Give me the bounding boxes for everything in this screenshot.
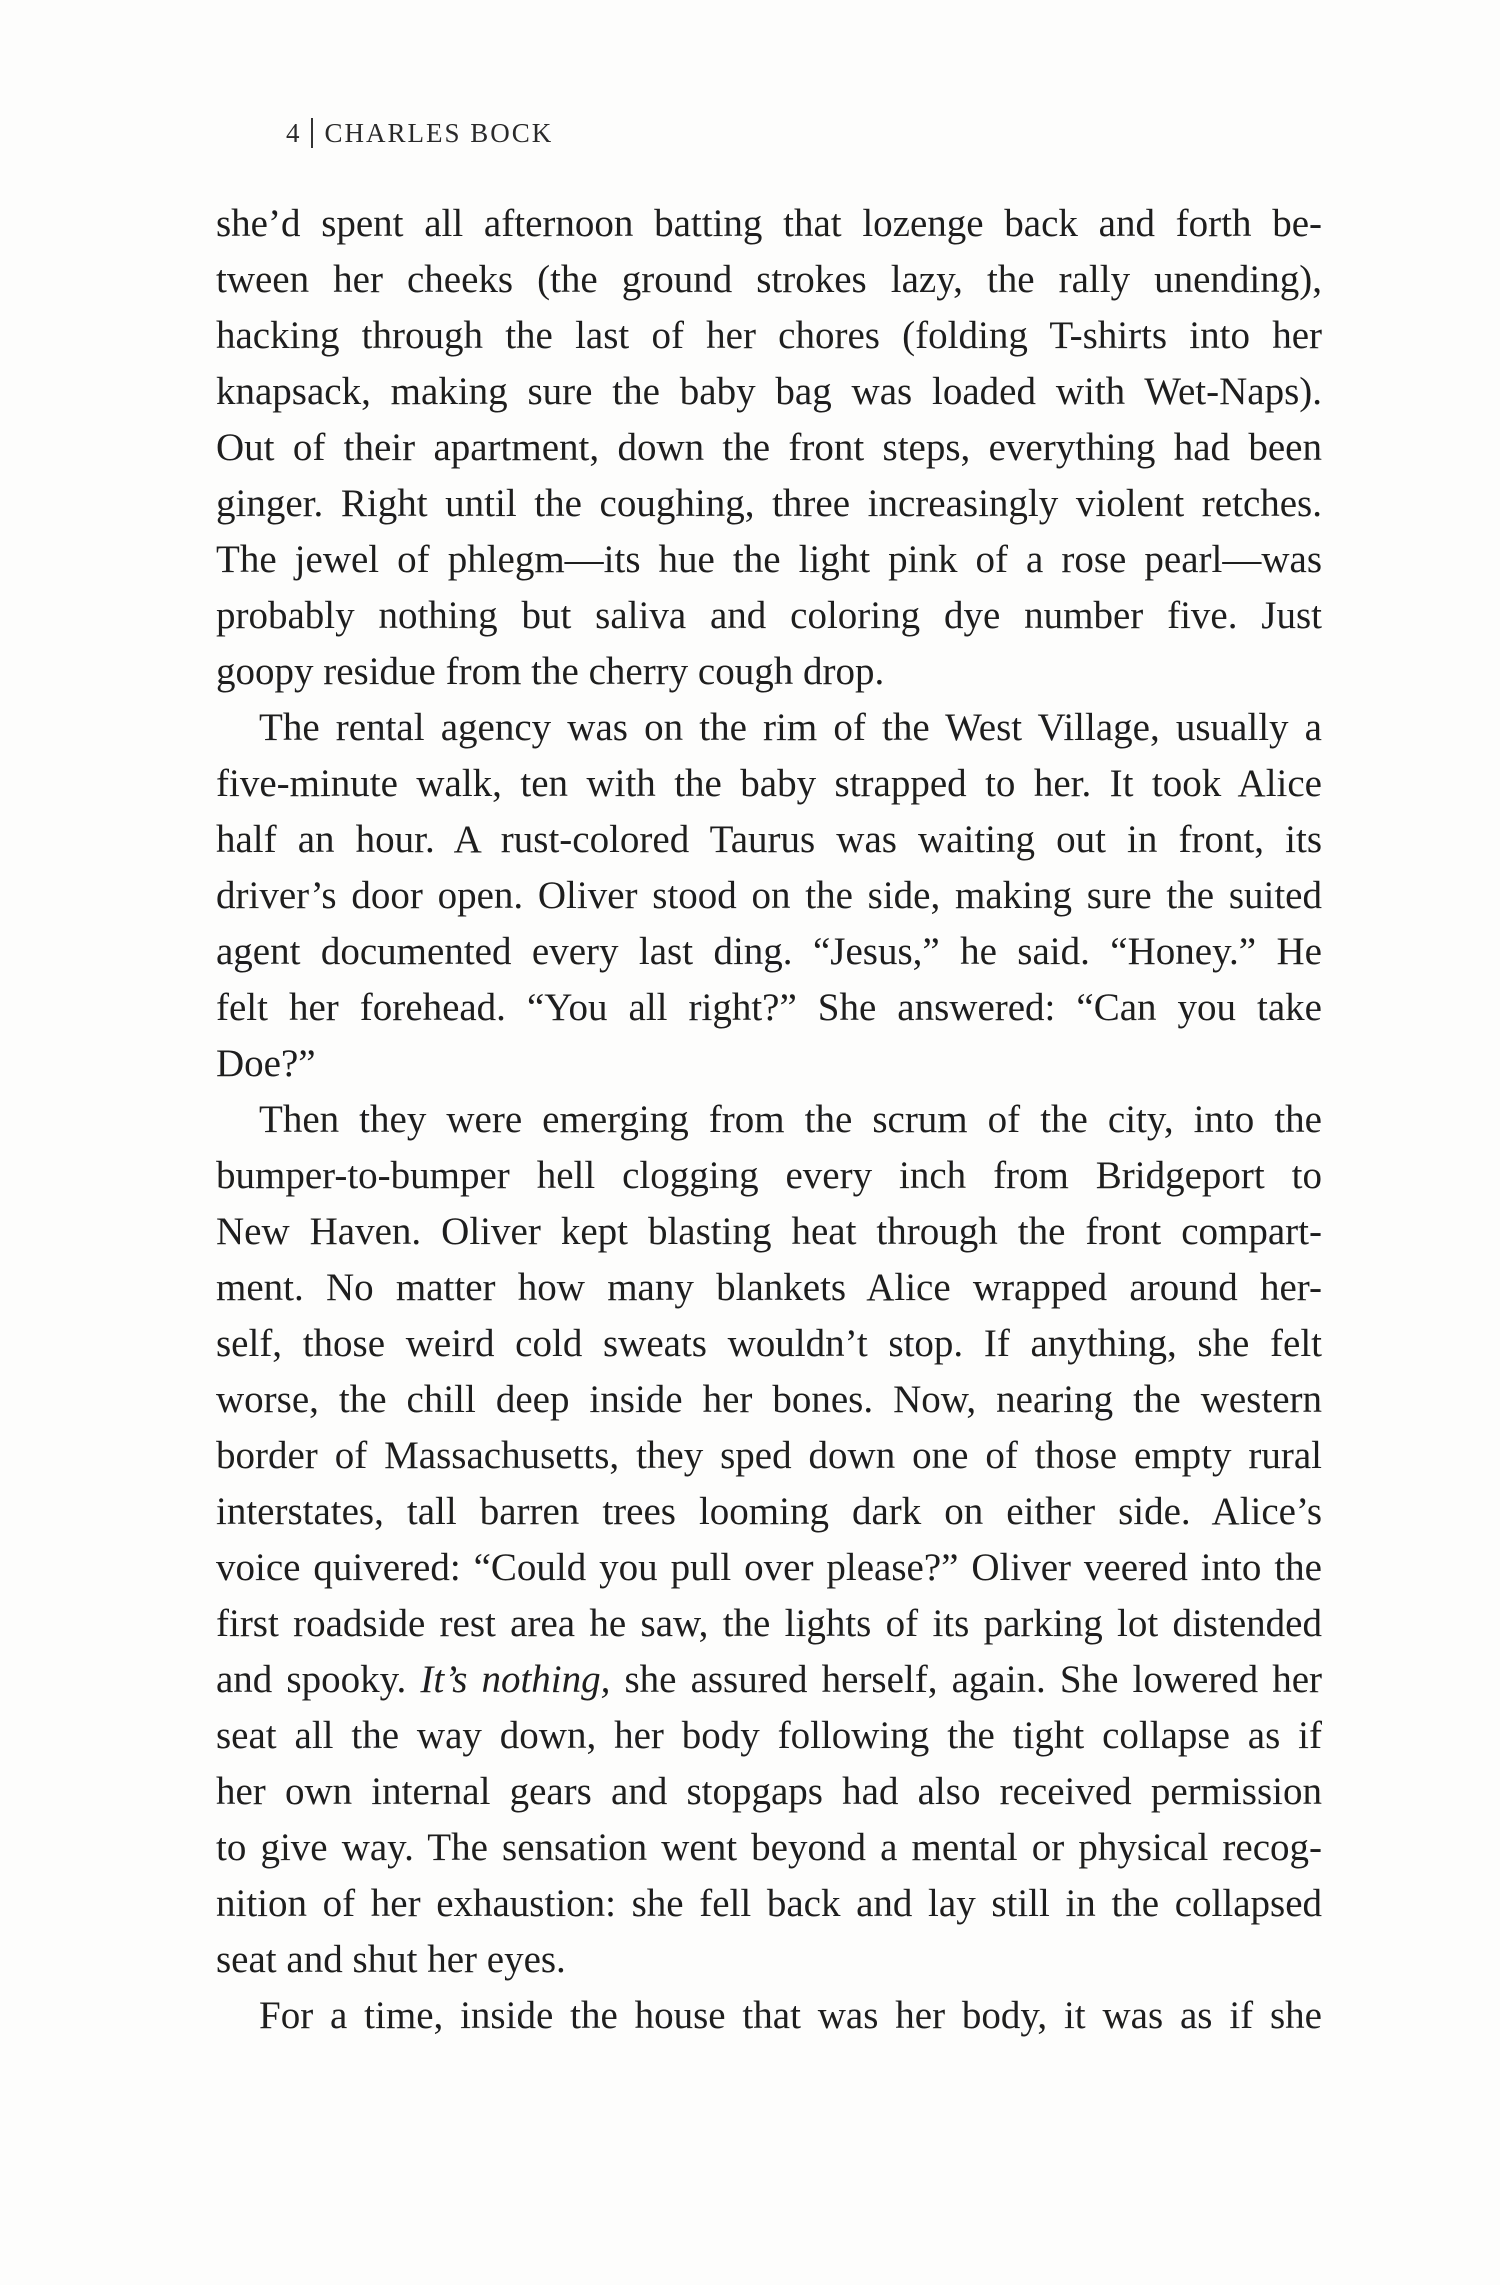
text-line: knapsack, making sure the baby bag was loaded with Wet-Naps).: [216, 370, 1322, 413]
text-run: and spooky.: [216, 1658, 421, 1701]
text-line: The jewel of phlegm—its hue the light pink of a rose pearl—was: [216, 538, 1322, 581]
text-line: first roadside rest area he saw, the lights of its parking lot distended: [216, 1602, 1322, 1645]
running-head: [286, 118, 553, 149]
text-line: border of Massachusetts, they sped down one of those empty rural: [216, 1434, 1322, 1477]
text-line: interstates, tall barren trees looming dark on either side. Alice’s: [216, 1490, 1322, 1533]
body-text: [216, 196, 1322, 2044]
text-line: seat and shut her eyes.: [216, 1938, 566, 1981]
text-line: voice quivered: “Could you pull over please?” Oliver veered into the: [216, 1546, 1322, 1589]
text-line: half an hour. A rust-colored Taurus was waiting out in front, its: [216, 818, 1322, 861]
text-line: bumper-to-bumper hell clogging every inch from Bridgeport to: [216, 1154, 1322, 1197]
text-line: Out of their apartment, down the front steps, everything had been: [216, 426, 1322, 469]
text-line: ginger. Right until the coughing, three increasingly violent retches.: [216, 482, 1322, 525]
paragraph-2: [216, 700, 1322, 1092]
text-line: New Haven. Oliver kept blasting heat through the front compart-: [216, 1210, 1322, 1253]
text-run: she assured herself, again. She lowered her: [610, 1658, 1322, 1701]
text-line: nition of her exhaustion: she fell back and lay still in the collapsed: [216, 1882, 1322, 1925]
page-number: 4: [286, 118, 301, 148]
text-line: worse, the chill deep inside her bones. Now, nearing the western: [216, 1378, 1322, 1421]
text-line: felt her forehead. “You all right?” She answered: “Can you take: [216, 986, 1322, 1029]
text-line: goopy residue from the cherry cough drop.: [216, 650, 885, 693]
header-separator: [311, 118, 313, 148]
text-line: tween her cheeks (the ground strokes lazy, the rally unending),: [216, 258, 1322, 301]
text-line: seat all the way down, her body following the tight collapse as if: [216, 1714, 1322, 1757]
text-line: ment. No matter how many blankets Alice wrapped around her-: [216, 1266, 1322, 1309]
text-line: For a time, inside the house that was her body, it was as if she: [259, 1994, 1322, 2037]
text-line: she’d spent all afternoon batting that lozenge back and forth be-: [216, 202, 1322, 245]
text-line: Doe?”: [216, 1042, 316, 1085]
text-line: driver’s door open. Oliver stood on the side, making sure the suited: [216, 874, 1322, 917]
text-line: hacking through the last of her chores (folding T-shirts into her: [216, 314, 1322, 357]
author-name: CHARLES BOCK: [324, 118, 554, 148]
text-line-with-italic: [216, 1652, 1322, 1708]
text-line: probably nothing but saliva and coloring dye number five. Just: [216, 594, 1322, 637]
text-line: to give way. The sensation went beyond a mental or physical recog-: [216, 1826, 1322, 1869]
paragraph-1: [216, 196, 1322, 700]
text-line: Then they were emerging from the scrum of the city, into the: [259, 1098, 1322, 1141]
text-line: self, those weird cold sweats wouldn’t stop. If anything, she felt: [216, 1322, 1322, 1365]
text-line: The rental agency was on the rim of the West Village, usually a: [259, 706, 1322, 749]
text-line: her own internal gears and stopgaps had also received permission: [216, 1770, 1322, 1813]
text-line: agent documented every last ding. “Jesus,” he said. “Honey.” He: [216, 930, 1322, 973]
text-line: five-minute walk, ten with the baby strapped to her. It took Alice: [216, 762, 1322, 805]
paragraph-3: [216, 1092, 1322, 1988]
italic-text-run: It’s nothing,: [420, 1658, 611, 1701]
paragraph-4: [216, 1988, 1322, 2044]
